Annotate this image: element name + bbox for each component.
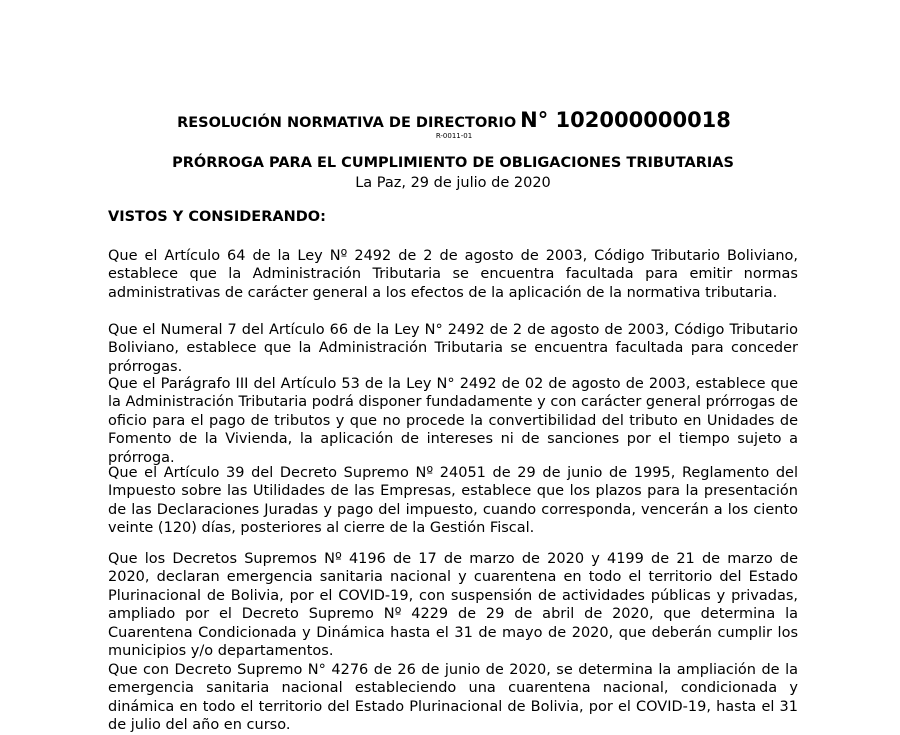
paragraph: Que el Parágrafo III del Artículo 53 de la Ley N° 2492 de 02 de agosto de 2003, establece que la Administración Tributaria podrá disponer fundadamente y con carácter general prórrogas de oficio para el pago de tributos y que no procede la convertibilidad del tributo en Unidades de Fomento de la Vivienda, la aplicación de intereses ni de sanciones por el tiempo sujeto a prórroga. bbox=[108, 376, 798, 466]
form-code: R-0011-01 bbox=[435, 132, 473, 140]
paragraph: Que el Artículo 64 de la Ley Nº 2492 de 2 de agosto de 2003, Código Tributario Boliviano, establece que la Administración Tributaria se encuentra facultada para emitir normas administrativas de carácter general a los efectos de la aplicación de la normativa tributaria. bbox=[108, 248, 798, 301]
place-date: La Paz, 29 de julio de 2020 bbox=[355, 175, 551, 191]
paragraph: Que con Decreto Supremo N° 4276 de 26 de junio de 2020, se determina la ampliación de la emergencia sanitaria nacional estableciendo una cuarentena nacional, condicionada y dinámica en todo el territorio del Estado Plurinacional de Bolivia, por el COVID-19, hasta el 31 de julio del año en curso. bbox=[108, 662, 798, 734]
paragraph: Que los Decretos Supremos Nº 4196 de 17 de marzo de 2020 y 4199 de 21 de marzo de 2020, declaran emergencia sanitaria nacional y cuarentena en todo el territorio del Estado Plurinacional de Bolivia, por el COVID-19, con suspensión de actividades públicas y privadas, ampliado por el Decreto Supremo Nº 4229 de 29 de abril de 2020, que determina la Cuarentena Condicionada y Dinámica hasta el 31 de mayo de 2020, que deberán cumplir los municipios y/o departamentos. bbox=[108, 551, 798, 660]
resolution-title-prefix: RESOLUCIÓN NORMATIVA DE DIRECTORIO bbox=[177, 115, 517, 131]
resolution-subtitle: PRÓRROGA PARA EL CUMPLIMIENTO DE OBLIGACIONES TRIBUTARIAS bbox=[172, 155, 734, 171]
section-heading: VISTOS Y CONSIDERANDO: bbox=[108, 209, 326, 225]
resolution-number: N° 102000000018 bbox=[520, 108, 731, 132]
resolution-header bbox=[0, 106, 900, 140]
paragraph: Que el Numeral 7 del Artículo 66 de la Ley N° 2492 de 2 de agosto de 2003, Código Tributario Boliviano, establece que la Administración Tributaria se encuentra facultada para conceder prórrogas. bbox=[108, 322, 798, 375]
paragraph: Que el Artículo 39 del Decreto Supremo Nº 24051 de 29 de junio de 1995, Reglamento del Impuesto sobre las Utilidades de las Empresas, establece que los plazos para la presentación de las Declaraciones Juradas y pago del impuesto, cuando corresponda, vencerán a los ciento veinte (120) días, posteriores al cierre de la Gestión Fiscal. bbox=[108, 465, 798, 537]
